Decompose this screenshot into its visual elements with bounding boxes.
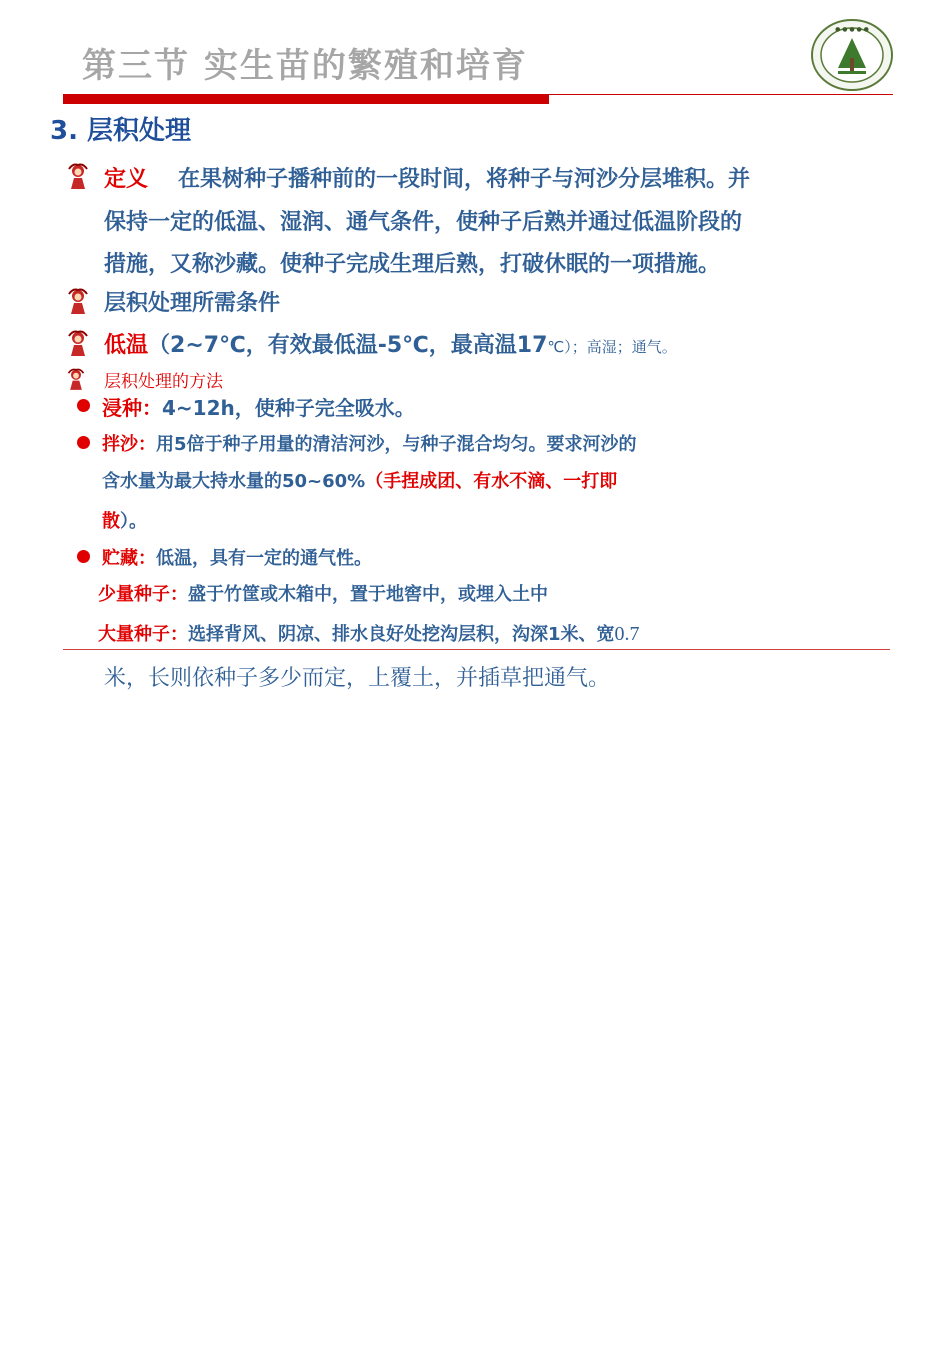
definition-line-2: 保持一定的低温、湿润、通气条件，使种子后熟并通过低温阶段的 xyxy=(104,210,743,235)
mix-red-3: 散 xyxy=(102,511,120,532)
divider xyxy=(63,649,890,650)
store-text: 低温，具有一定的通气性。 xyxy=(156,548,372,569)
store-label: 贮藏： xyxy=(102,548,156,569)
page-title: 第三节 实生苗的繁殖和培育 xyxy=(82,46,528,86)
definition-text: 在果树种子播种前的一段时间，将种子与河沙分层堆积。并 xyxy=(178,167,751,192)
mix-red-2: （手捏成团、有水不滴、一打即 xyxy=(365,471,618,492)
large-num: 0.7 xyxy=(614,623,640,645)
small-seeds-line xyxy=(98,580,548,606)
mix-text-2: 含水量为最大持水量的50~60% xyxy=(102,471,366,492)
mascot-bullet-icon xyxy=(66,163,90,189)
svg-text:● ● ● ● ●: ● ● ● ● ● xyxy=(835,26,869,33)
mascot-bullet-icon xyxy=(66,368,86,390)
low-temp-label: 低温 xyxy=(104,333,149,358)
soak-label: 浸种： xyxy=(102,396,162,420)
mix-line-3 xyxy=(102,507,147,533)
low-temp-line xyxy=(104,328,677,359)
mascot-bullet-icon xyxy=(66,330,90,356)
mix-line-1 xyxy=(102,430,637,456)
methods-title: 层积处理的方法 xyxy=(104,372,223,392)
mix-text-1: 用5倍于种子用量的清洁河沙，与种子混合均匀。要求河沙的 xyxy=(156,434,637,455)
university-logo-icon xyxy=(808,18,896,92)
large-seeds-line xyxy=(98,620,640,646)
small-text: 盛于竹筐或木箱中，置于地窖中，或埋入土中 xyxy=(188,584,548,605)
low-temp-detail: （2~7℃，有效最低温-5℃，最高温17 xyxy=(148,333,548,358)
mix-tail-3: ）。 xyxy=(120,511,147,532)
mascot-bullet-icon xyxy=(66,288,90,314)
red-dot-bullet-icon xyxy=(77,550,90,563)
definition-line-3: 措施，又称沙藏。使种子完成生理后熟，打破休眠的一项措施。 xyxy=(104,252,721,277)
soak-line xyxy=(102,392,415,421)
definition-label: 定义 xyxy=(104,167,149,192)
conditions-title: 层积处理所需条件 xyxy=(104,291,281,316)
low-temp-tail: ℃）；高湿；通气。 xyxy=(547,338,677,356)
red-dot-bullet-icon xyxy=(77,399,90,412)
header-accent-bar xyxy=(63,95,549,104)
mix-label: 拌沙： xyxy=(102,434,156,455)
definition-line-1 xyxy=(104,162,750,193)
section-heading: 3. 层积处理 xyxy=(50,116,192,146)
soak-text: 4~12h，使种子完全吸水。 xyxy=(162,396,415,420)
large-label: 大量种子： xyxy=(98,624,188,645)
red-dot-bullet-icon xyxy=(77,436,90,449)
large-text: 选择背风、阴凉、排水良好处挖沟层积，沟深1米、宽 xyxy=(188,624,615,645)
mix-line-2 xyxy=(102,467,617,493)
store-line xyxy=(102,544,372,570)
small-label: 少量种子： xyxy=(98,584,188,605)
large-seeds-line-2: 米，长则依种子多少而定，上覆土，并插草把通气。 xyxy=(104,666,611,691)
